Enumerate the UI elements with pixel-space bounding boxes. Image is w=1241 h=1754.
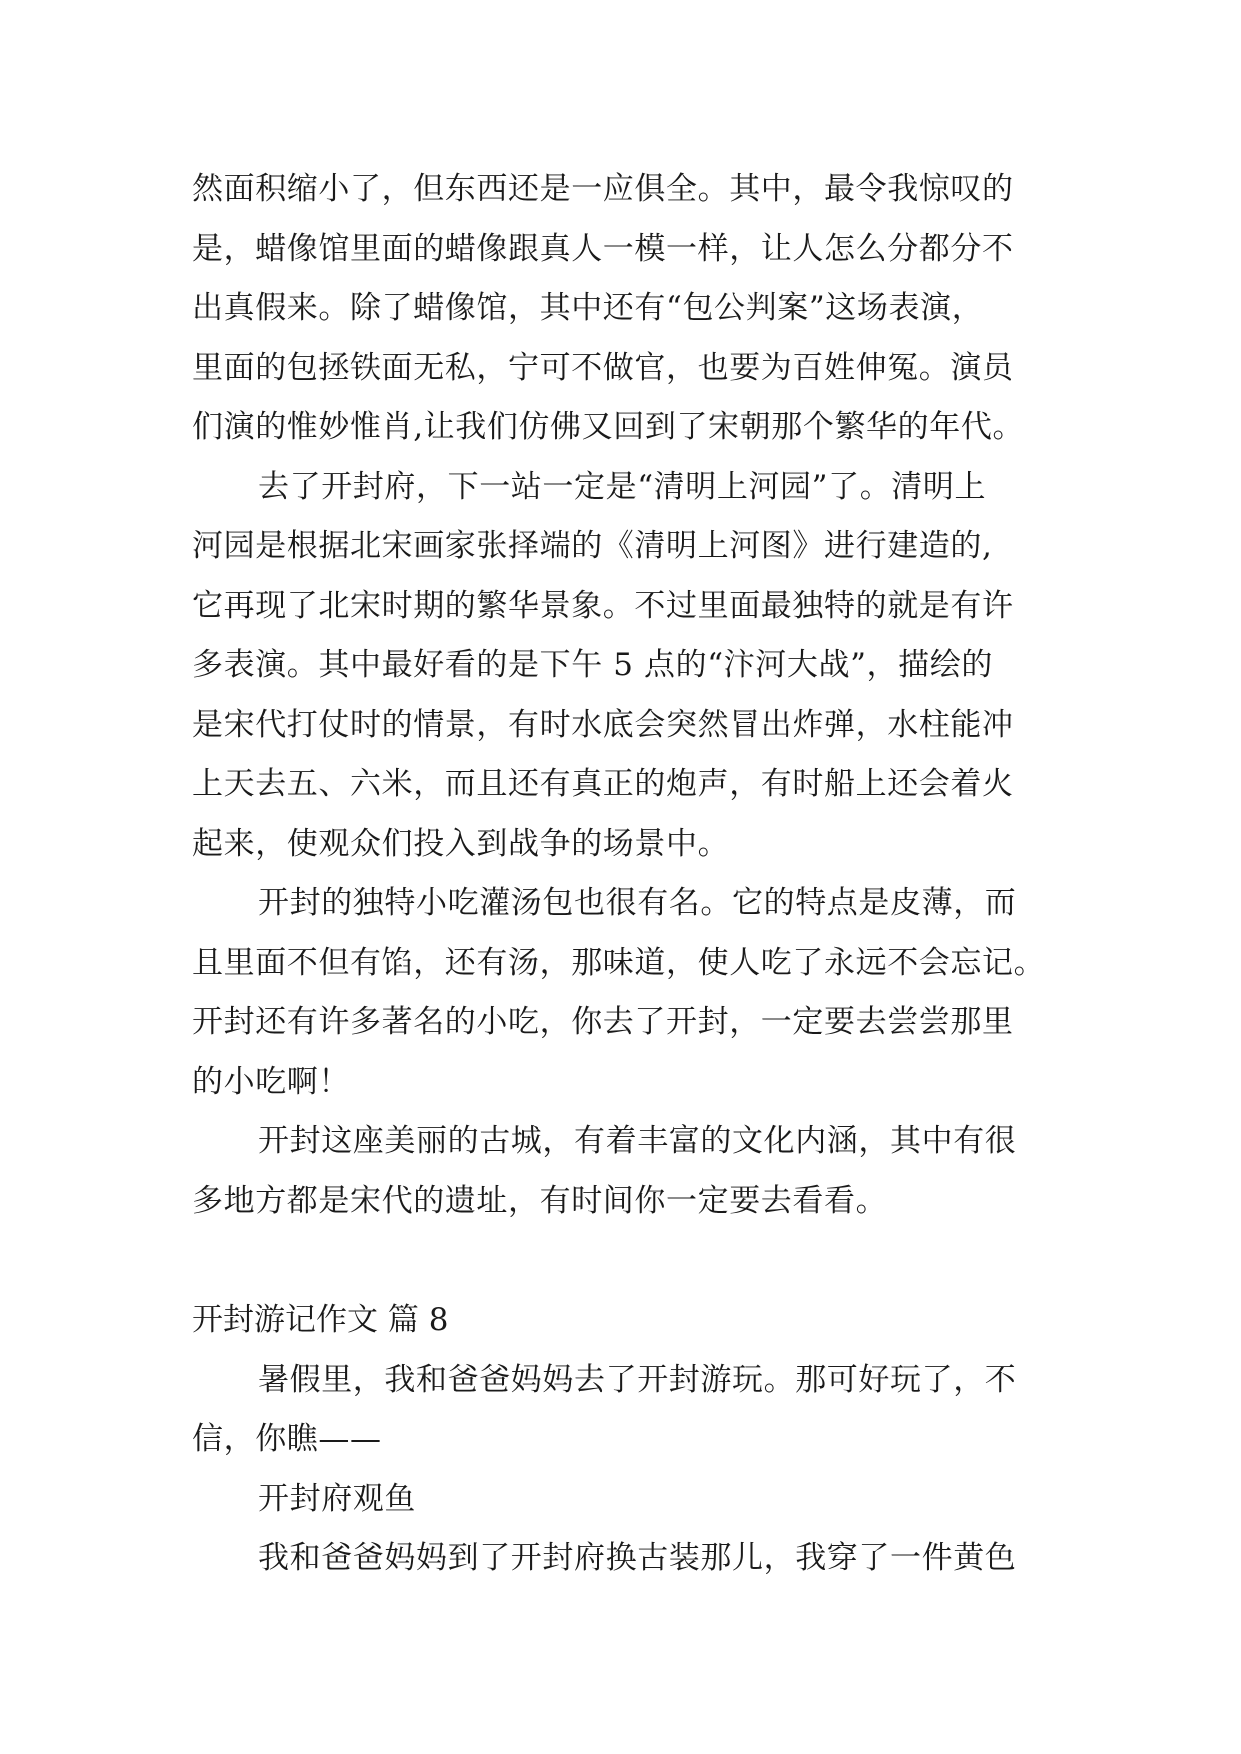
text-line: 是，蜡像馆里面的蜡像跟真人一模一样，让人怎么分都分不	[192, 230, 1014, 267]
document-body	[192, 160, 1052, 1589]
text-line: 们演的惟妙惟肖,让我们仿佛又回到了宋朝那个繁华的年代。	[192, 409, 1025, 445]
paragraph-conclusion	[192, 1112, 1052, 1231]
text-line: 多表演。其中最好看的是下午 5 点的“汴河大战”，描绘的	[192, 647, 993, 683]
text-line: 开封还有许多著名的小吃，你去了开封，一定要去尝尝那里	[192, 1004, 1014, 1040]
text-line: 信，你瞧——	[192, 1421, 382, 1457]
text-line: 的小吃啊！	[192, 1063, 350, 1100]
paragraph-wax-museum	[192, 160, 1052, 458]
text-line: 然面积缩小了，但东西还是一应俱全。其中，最令我惊叹的	[192, 171, 1014, 207]
text-line: 去了开封府，下一站一定是“清明上河园”了。清明上	[258, 468, 987, 505]
paragraph-snacks	[192, 874, 1052, 1112]
subheading: 开封府观鱼	[258, 1480, 416, 1517]
section-spacer	[192, 1231, 1052, 1291]
paragraph-intro	[192, 1351, 1052, 1470]
paragraph-costume	[192, 1529, 1052, 1589]
text-line: 出真假来。除了蜡像馆，其中还有“包公判案”这场表演，	[192, 290, 984, 326]
text-line: 暑假里，我和爸爸妈妈去了开封游玩。那可好玩了，不	[258, 1361, 1017, 1398]
text-line: 是宋代打仗时的情景，有时水底会突然冒出炸弹，水柱能冲	[192, 706, 1014, 743]
text-line: 河园是根据北宋画家张择端的《清明上河图》进行建造的,	[192, 528, 993, 564]
text-line: 我和爸爸妈妈到了开封府换古装那儿，我穿了一件黄色	[258, 1540, 1017, 1576]
text-line: 它再现了北宋时期的繁华景象。不过里面最独特的就是有许	[192, 587, 1014, 624]
text-line: 多地方都是宋代的遗址，有时间你一定要去看看。	[192, 1182, 888, 1219]
text-line: 上天去五、六米，而且还有真正的炮声，有时船上还会着火	[192, 766, 1014, 802]
text-line: 里面的包拯铁面无私，宁可不做官，也要为百姓伸冤。演员	[192, 349, 1014, 386]
section-title: 开封游记作文 篇 8	[192, 1302, 449, 1338]
text-line: 且里面不但有馅，还有汤，那味道，使人吃了永远不会忘记。	[192, 944, 1046, 981]
paragraph-qingming-park	[192, 458, 1052, 875]
text-line: 开封这座美丽的古城，有着丰富的文化内涵，其中有很	[258, 1123, 1017, 1159]
text-line: 开封的独特小吃灌汤包也很有名。它的特点是皮薄，而	[258, 885, 1017, 921]
text-line: 起来，使观众们投入到战争的场景中。	[192, 825, 730, 862]
